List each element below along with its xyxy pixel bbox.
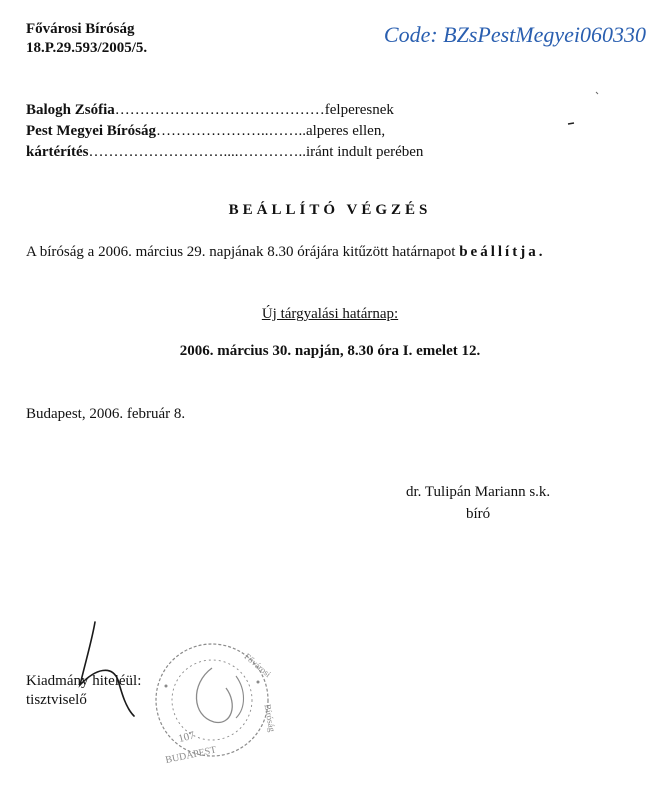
court-stamp <box>156 644 277 766</box>
party-name: Pest Megyei Bíróság <box>26 123 156 139</box>
party-role: felperesnek <box>324 102 394 118</box>
court-name: Fővárosi Bíróság <box>26 21 135 37</box>
party-name: kártérítés <box>26 144 89 160</box>
new-hearing-label: Új tárgyalási határnap: <box>261 306 399 322</box>
place-date: Budapest, 2006. február 8. <box>26 406 186 422</box>
document-code: Code: BZsPestMegyei060330 <box>383 22 646 47</box>
document-title: BEÁLLÍTÓ VÉGZÉS <box>228 202 432 218</box>
party-role: alperes ellen, <box>305 123 386 139</box>
stray-mark <box>596 92 598 94</box>
order-emphasis: beállítja. <box>459 244 546 260</box>
party-role: iránt indult perében <box>305 144 424 160</box>
certification-role: tisztviselő <box>26 692 87 708</box>
party-name: Balogh Zsófia <box>26 102 115 118</box>
svg-text:Bíróság: Bíróság <box>262 703 278 733</box>
stray-mark <box>568 123 574 124</box>
svg-text:107: 107 <box>177 729 197 746</box>
new-hearing-date: 2006. március 30. napján, 8.30 óra I. emelet 12. <box>179 343 481 359</box>
party-dots: ………………………....………….. <box>88 144 306 160</box>
case-number: 18.P.29.593/2005/5. <box>26 40 148 56</box>
svg-text:Fővárosi: Fővárosi <box>242 651 273 680</box>
order-text: A bíróság a 2006. március 29. napjának 8.30 órájára kitűzött határnapot <box>26 244 456 260</box>
svg-text:BUDAPEST: BUDAPEST <box>164 744 218 767</box>
judge-name: dr. Tulipán Mariann s.k. <box>406 484 551 500</box>
party-dots: …………………………………… <box>114 102 325 118</box>
certification-line: Kiadmány hiteléül: <box>26 673 142 689</box>
handwritten-signature <box>80 622 134 716</box>
judge-role: bíró <box>466 506 491 522</box>
party-dots: …………………..…….. <box>155 123 306 139</box>
